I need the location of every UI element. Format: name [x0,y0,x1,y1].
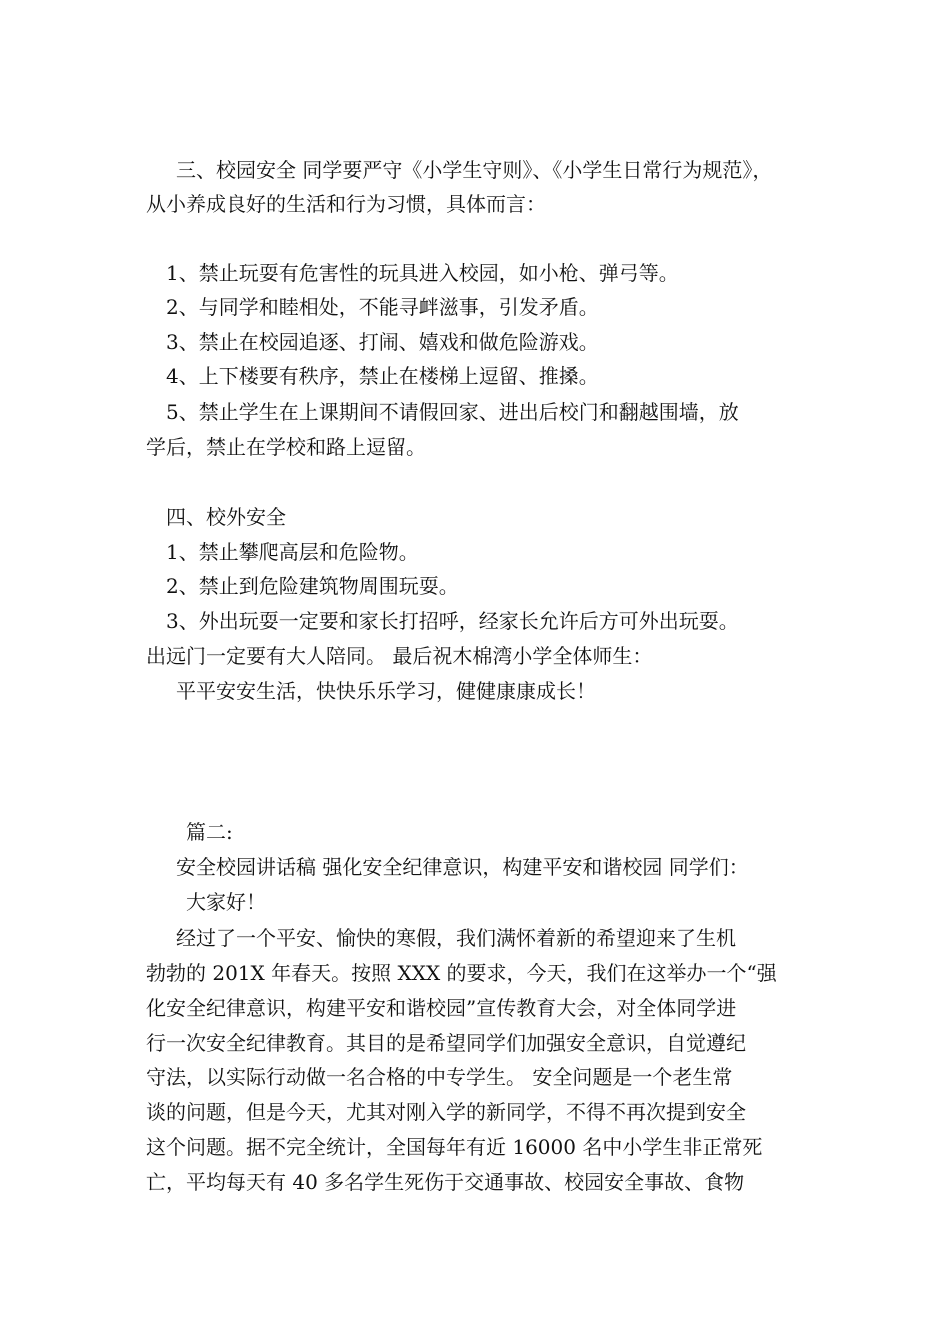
part2-body-line-1: 经过了一个平安、愉快的寒假，我们满怀着新的希望迎来了生机 [176,926,736,950]
section3-item-3: 3、禁止在校园追逐、打闹、嬉戏和做危险游戏。 [166,330,599,354]
section3-item-5-continuation: 学后，禁止在学校和路上逗留。 [146,435,426,459]
part2-label: 篇二: [186,820,233,844]
part2-body-line-7: 这个问题。据不完全统计，全国每年有近 16000 名中小学生非正常死 [146,1135,763,1159]
section4-heading: 四、校外安全 [166,505,286,529]
part2-body-line-5: 守法，以实际行动做一名合格的中专学生。 安全问题是一个老生常 [146,1065,733,1089]
part2-body-line-6: 谈的问题，但是今天，尤其对刚入学的新同学，不得不再次提到安全 [146,1100,746,1124]
section3-item-4: 4、上下楼要有秩序，禁止在楼梯上逗留、推搡。 [166,364,599,388]
part2-body-line-4: 行一次安全纪律教育。其目的是希望同学们加强安全意识，自觉遵纪 [146,1031,746,1055]
section4-item-1: 1、禁止攀爬高层和危险物。 [166,540,419,564]
section3-intro-line: 从小养成良好的生活和行为习惯，具体而言： [146,192,546,216]
part2-title-line: 安全校园讲话稿 强化安全纪律意识，构建平安和谐校园 同学们： [176,855,749,879]
section3-item-1: 1、禁止玩耍有危害性的玩具进入校园，如小枪、弹弓等。 [166,261,679,285]
section3-item-2: 2、与同学和睦相处，不能寻衅滋事，引发矛盾。 [166,295,599,319]
section4-item-3: 3、外出玩耍一定要和家长打招呼，经家长允许后方可外出玩耍。 [166,609,739,633]
section3-heading-line: 三、校园安全 同学要严守《小学生守则》、《小学生日常行为规范》， [176,158,773,182]
closing-wish: 平平安安生活，快快乐乐学习，健健康康成长！ [176,679,596,703]
part2-greeting: 大家好！ [186,890,266,914]
part2-body-line-8: 亡，平均每天有 40 多名学生死伤于交通事故、校园安全事故、食物 [146,1170,745,1194]
section3-item-5: 5、禁止学生在上课期间不请假回家、进出后校门和翻越围墙，放 [166,400,739,424]
section4-item-3-continuation: 出远门一定要有大人陪同。 最后祝木棉湾小学全体师生： [146,644,653,668]
section4-item-2: 2、禁止到危险建筑物周围玩耍。 [166,574,459,598]
part2-body-line-3: 化安全纪律意识，构建平安和谐校园”宣传教育大会，对全体同学进 [146,996,737,1020]
part2-body-line-2: 勃勃的 201X 年春天。按照 XXX 的要求，今天，我们在这举办一个“强 [146,961,777,985]
